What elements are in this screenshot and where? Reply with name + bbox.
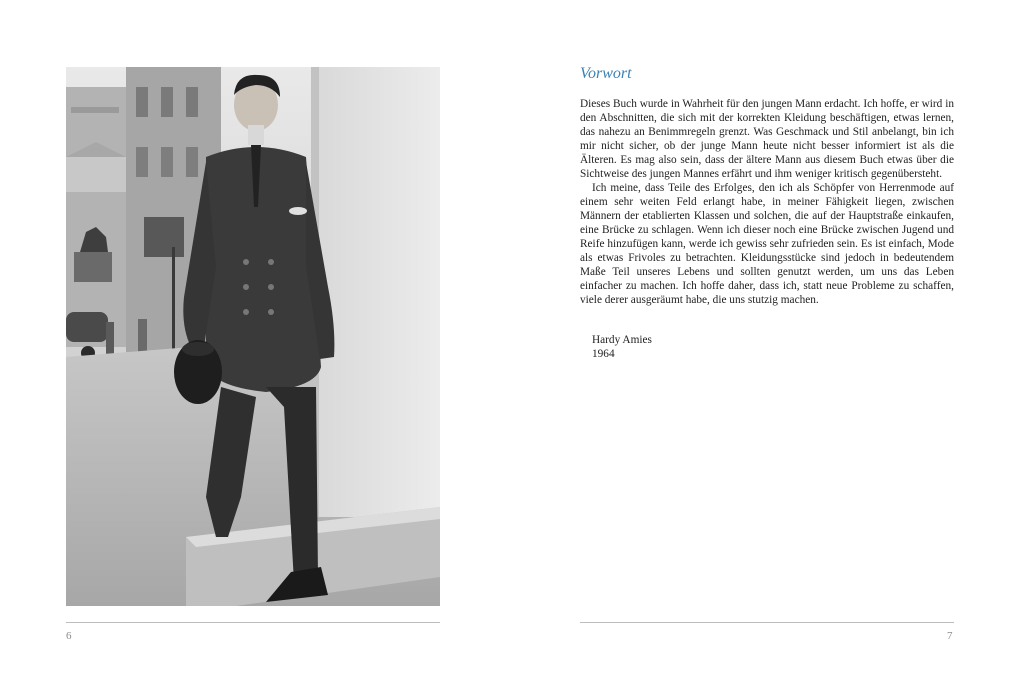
signature-year: 1964: [592, 348, 615, 360]
paragraph: Dieses Buch wurde in Wahrheit für den jungen Mann erdacht. Ich hoffe, er wird in den Abschnitten, die sich mit der korrekten Kleidung beschäftigen, etwas lernen, das nahezu an Benimmregeln grenzt. Was Geschmack und Stil anbelangt, bin ich mir nicht sicher, ob der junge Mann heute nicht besser informiert ist als die Älteren. Es mag also sein, dass der ältere Mann aus diesem Buch etwas über die Sichtweise des jungen Mannes erfährt und ihm weniger kritisch gegenübersteht.: [580, 98, 954, 180]
signature-name: Hardy Amies: [592, 334, 652, 346]
paragraph: Ich meine, dass Teile des Erfolges, den ich als Schöpfer von Herrenmode auf einem sehr weiten Feld erlangt habe, in meiner Fähigkeit liegen, zwischen Männern der etablierten Klassen und solchen, die auf der Hauptstraße einkaufen, eine Brücke zu schlagen. Wenn ich dieser noch eine Brücke zwischen Jugend und Reife hinzufügen kann, werde ich gewiss sehr zufrieden sein. Es ist einfach, Mode als etwas Frivoles zu betrachten. Kleidungsstücke sind jedoch in bedeutendem Maße Teil unseres Lebens und sollten genutzt werden, um uns das Leben einfacher zu machen. Ich hoffe daher, dass ich, statt neue Probleme zu schaffen, viele derer ausgeräumt habe, die uns stutzig machen.: [580, 182, 954, 306]
right-page: [510, 0, 1020, 698]
page-number-right: 7: [947, 630, 953, 642]
photograph-man-in-suit: [66, 67, 440, 606]
signature-block: [592, 333, 652, 361]
foreword-body: [580, 97, 954, 307]
chapter-heading: Vorwort: [580, 65, 632, 82]
photo-illustration: [66, 67, 440, 606]
footer-rule-right: [580, 622, 954, 623]
page-number-left: 6: [66, 630, 72, 642]
footer-rule-left: [66, 622, 440, 623]
